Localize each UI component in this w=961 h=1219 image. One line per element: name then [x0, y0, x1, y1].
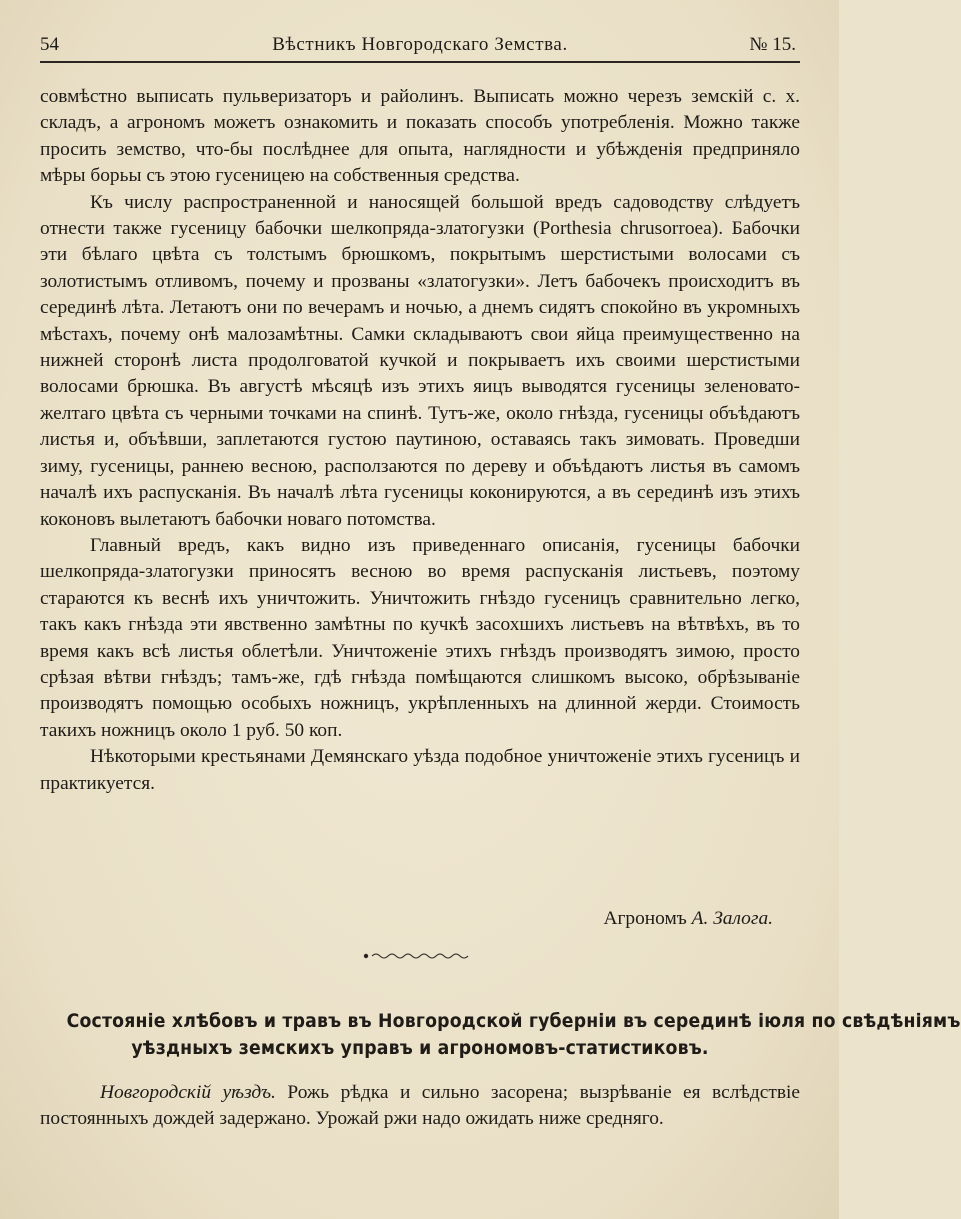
paragraph-1: совмѣстно выписать пульверизаторъ и райолинъ. Выписать можно черезъ земскій с. х. складъ, а агрономъ можетъ ознакомить и показать способъ употребленія. Можно также просить земство, что-бы послѣднее для опыта, наглядности и убѣжденія предприняло мѣры борьы съ этою гусеницею на собственныя средства.	[40, 86, 800, 187]
report-heading	[66, 1008, 961, 1062]
page-number: 54	[40, 34, 59, 55]
district-report	[40, 1080, 800, 1133]
section-divider-ornament	[360, 948, 470, 962]
running-header	[40, 33, 800, 63]
running-title: Вѣстникъ Новгородскаго Земства.	[272, 34, 568, 55]
paragraph-2: Къ числу распространенной и наносящей большой вредъ садоводству слѣдуетъ отнести также гусеницу бабочки шелкопряда-златогузки (Porthesia chrusorroea). Бабочки эти бѣлаго цвѣта съ толстымъ брюшкомъ, покрытымъ шерстистыми волосами съ золотистымъ отливомъ, почему и прозваны «златогузки». Летъ бабочекъ происходитъ въ серединѣ лѣта. Летаютъ они по вечерамъ и ночью, а днемъ сидятъ спокойно въ укромныхъ мѣстахъ, почему онѣ малозамѣтны. Самки складываютъ свои яйца преимущественно на нижней сторонѣ листа продолговатой кучкой и покрываетъ ихъ своими шерстистыми волосами брюшка. Въ августѣ мѣсяцѣ изъ этихъ яицъ выводятся гусеницы зеленовато-желтаго цвѣта съ черными точками на спинѣ. Тутъ-же, около гнѣзда, гусеницы объѣдаютъ листья и, объѣвши, заплетаются густою паутиною, оставаясь такъ зимовать. Проведши зиму, гусеницы, раннею весною, расползаются по дереву и объѣдаютъ листья въ самомъ началѣ ихъ распусканія. Въ началѣ лѣта гусеницы коконируются, а въ серединѣ изъ этихъ коконовъ вылетаютъ бабочки новаго потомства.	[40, 191, 800, 530]
district-text: Рожь рѣдка и сильно засорена; вызрѣваніе ея вслѣдствіе постоянныхъ дождей задержано. Урожай ржи надо ожидать ниже средняго.	[40, 1082, 800, 1130]
author-title: Агрономъ	[603, 908, 687, 929]
report-heading-line-1: Состояніе хлѣбовъ и травъ въ Новгородской губерніи въ серединѣ іюля по свѣдѣніямъ	[66, 1011, 961, 1032]
author-name: А. Залога.	[691, 908, 773, 929]
report-heading-line-2: уѣздныхъ земскихъ управъ и агрономовъ-статистиковъ.	[131, 1038, 709, 1059]
district-paragraph	[40, 1080, 800, 1133]
article-body	[40, 84, 800, 797]
author-signature	[40, 906, 773, 932]
paragraph-4: Нѣкоторыми крестьянами Демянскаго уѣзда подобное уничтоженіе этихъ гусеницъ и практикуется.	[40, 746, 800, 794]
paragraph-3: Главный вредъ, какъ видно изъ приведеннаго описанія, гусеницы бабочки шелкопряда-златогузки приносятъ весною во время распусканія листьевъ, поэтому стараются къ веснѣ ихъ уничтожить. Уничтожить гнѣздо гусеницъ сравнительно легко, такъ какъ гнѣзда эти явственно замѣтны по кучкѣ засохшихъ листьевъ на вѣтвѣхъ, въ то время какъ всѣ листья облетѣли. Уничтоженіе этихъ гнѣздъ производятъ зимою, просто срѣзая вѣтви гнѣздъ; тамъ-же, гдѣ гнѣзда помѣщаются слишкомъ высоко, обрѣзываніе производятъ помощью особыхъ ножницъ, укрѣпленныхъ на длинной жерди. Стоимость такихъ ножницъ около 1 руб. 50 коп.	[40, 534, 800, 741]
issue-number: № 15.	[749, 34, 796, 55]
district-name: Новгородскій уѣздъ.	[100, 1082, 276, 1103]
